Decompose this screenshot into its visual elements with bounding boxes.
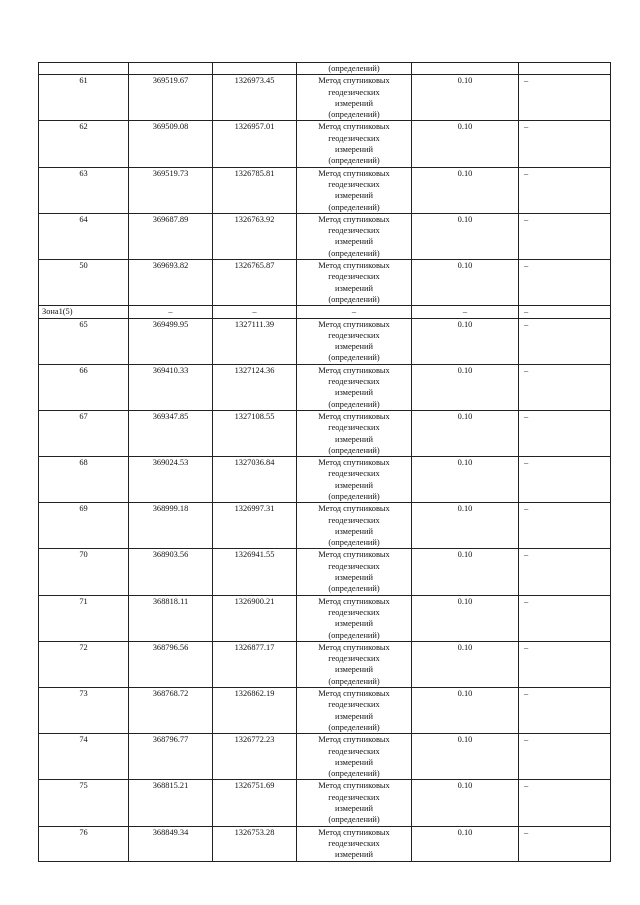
point-number-cell: 75 bbox=[39, 780, 129, 826]
method-line: Метод спутниковых bbox=[318, 550, 390, 560]
method-line: Метод спутниковых bbox=[318, 411, 390, 421]
method-line: Метод спутниковых bbox=[318, 458, 390, 468]
x-coordinate-cell: 369519.73 bbox=[129, 167, 213, 213]
method-line: измерений bbox=[334, 145, 374, 155]
method-line: (определений) bbox=[328, 630, 380, 640]
y-coordinate-cell: 1326997.31 bbox=[213, 503, 297, 549]
point-number-cell: 68 bbox=[39, 457, 129, 503]
x-coordinate-cell: 369687.89 bbox=[129, 213, 213, 259]
accuracy-cell: 0.10 bbox=[412, 121, 519, 167]
x-coordinate-cell: 368815.21 bbox=[129, 780, 213, 826]
point-number-cell: 70 bbox=[39, 549, 129, 595]
point-cell bbox=[39, 63, 129, 75]
y-coordinate-cell: 1326862.19 bbox=[213, 688, 297, 734]
method-line: измерений bbox=[334, 526, 374, 536]
point-number-cell: 50 bbox=[39, 260, 129, 306]
method-line: геодезических bbox=[328, 179, 380, 189]
y-coordinate-cell: 1327036.84 bbox=[213, 457, 297, 503]
table-row bbox=[39, 734, 611, 780]
method-line: геодезических bbox=[328, 133, 380, 143]
note-cell: – bbox=[519, 260, 611, 306]
note-cell: – bbox=[519, 213, 611, 259]
point-number-cell: 72 bbox=[39, 641, 129, 687]
method-line: геодезических bbox=[328, 838, 380, 848]
method-line: Метод спутниковых bbox=[318, 781, 390, 791]
method-line: (определений) bbox=[328, 676, 380, 686]
method-line: измерений bbox=[334, 850, 374, 860]
method-cell bbox=[297, 549, 412, 595]
note-cell: – bbox=[519, 641, 611, 687]
x-coordinate-cell: 369509.08 bbox=[129, 121, 213, 167]
method-line: (определений) bbox=[328, 769, 380, 779]
method-line: Метод спутниковых bbox=[318, 168, 390, 178]
method-line: (определений) bbox=[328, 353, 380, 363]
method-cell bbox=[297, 503, 412, 549]
continuation-row bbox=[39, 63, 611, 75]
table-row bbox=[39, 595, 611, 641]
method-line: измерений bbox=[334, 619, 374, 629]
method-cell bbox=[297, 213, 412, 259]
table-row bbox=[39, 549, 611, 595]
method-line: геодезических bbox=[328, 515, 380, 525]
accuracy-cell: – bbox=[412, 306, 519, 318]
method-line: измерений bbox=[334, 573, 374, 583]
method-cell bbox=[297, 167, 412, 213]
method-line: геодезических bbox=[328, 792, 380, 802]
method-line: (определений) bbox=[328, 584, 380, 594]
method-line: геодезических bbox=[328, 226, 380, 236]
method-cell bbox=[297, 75, 412, 121]
method-line: (определений) bbox=[328, 156, 380, 166]
accuracy-cell: 0.10 bbox=[412, 457, 519, 503]
point-number-cell: 71 bbox=[39, 595, 129, 641]
method-line: измерений bbox=[334, 434, 374, 444]
method-line: (определений) bbox=[328, 491, 380, 501]
method-line: Метод спутниковых bbox=[318, 504, 390, 514]
accuracy-cell: 0.10 bbox=[412, 213, 519, 259]
y-coordinate-cell: 1327108.55 bbox=[213, 410, 297, 456]
accuracy-cell: 0.10 bbox=[412, 167, 519, 213]
y-coordinate-cell: 1326941.55 bbox=[213, 549, 297, 595]
x-coordinate-cell: 369499.95 bbox=[129, 318, 213, 364]
note-cell: – bbox=[519, 121, 611, 167]
method-line: (определений) bbox=[328, 538, 380, 548]
table-row bbox=[39, 167, 611, 213]
method-line: (определений) bbox=[328, 294, 380, 304]
method-cell bbox=[297, 318, 412, 364]
method-line: Метод спутниковых bbox=[318, 596, 390, 606]
accuracy-cell bbox=[412, 63, 519, 75]
method-line: (определений) bbox=[328, 248, 380, 258]
point-number-cell: 74 bbox=[39, 734, 129, 780]
method-line: геодезических bbox=[328, 700, 380, 710]
note-cell: – bbox=[519, 826, 611, 861]
x-coordinate-cell: 368796.56 bbox=[129, 641, 213, 687]
point-number-cell: 76 bbox=[39, 826, 129, 861]
method-line: Метод спутниковых bbox=[318, 642, 390, 652]
method-line: (определений) bbox=[328, 399, 380, 409]
y-coordinate-cell: 1326753.28 bbox=[213, 826, 297, 861]
y-cell bbox=[213, 63, 297, 75]
accuracy-cell: 0.10 bbox=[412, 318, 519, 364]
method-line: (определений) bbox=[328, 722, 380, 732]
method-line: Метод спутниковых bbox=[318, 735, 390, 745]
x-coordinate-cell: 369410.33 bbox=[129, 364, 213, 410]
method-cell bbox=[297, 595, 412, 641]
method-cell bbox=[297, 826, 412, 861]
method-line: геодезических bbox=[328, 746, 380, 756]
point-number-cell: 66 bbox=[39, 364, 129, 410]
y-coordinate-cell: 1326877.17 bbox=[213, 641, 297, 687]
x-coordinate-cell: 369347.85 bbox=[129, 410, 213, 456]
note-cell: – bbox=[519, 167, 611, 213]
note-cell: – bbox=[519, 306, 611, 318]
accuracy-cell: 0.10 bbox=[412, 595, 519, 641]
method-line: измерений bbox=[334, 665, 374, 675]
method-line: измерений bbox=[334, 283, 374, 293]
method-cell bbox=[297, 641, 412, 687]
note-cell: – bbox=[519, 364, 611, 410]
point-number-cell: 69 bbox=[39, 503, 129, 549]
table-row bbox=[39, 318, 611, 364]
x-coordinate-cell: 368768.72 bbox=[129, 688, 213, 734]
method-line: измерений bbox=[334, 804, 374, 813]
method-line: Метод спутниковых bbox=[318, 365, 390, 375]
x-coordinate-cell: 368796.77 bbox=[129, 734, 213, 780]
x-coordinate-cell: 368849.34 bbox=[129, 826, 213, 861]
table-row bbox=[39, 641, 611, 687]
method-line: измерений bbox=[334, 191, 374, 201]
accuracy-cell: 0.10 bbox=[412, 688, 519, 734]
point-number-cell: 61 bbox=[39, 75, 129, 121]
method-line: геодезических bbox=[328, 561, 380, 571]
coordinates-table bbox=[38, 62, 611, 862]
table-row bbox=[39, 364, 611, 410]
y-cell: – bbox=[213, 306, 297, 318]
accuracy-cell: 0.10 bbox=[412, 75, 519, 121]
table-row bbox=[39, 503, 611, 549]
note-cell: – bbox=[519, 780, 611, 826]
method-cell bbox=[297, 260, 412, 306]
method-line: Метод спутниковых bbox=[318, 827, 390, 837]
y-coordinate-cell: 1326973.45 bbox=[213, 75, 297, 121]
method-line: Метод спутниковых bbox=[318, 689, 390, 699]
x-coordinate-cell: 368903.56 bbox=[129, 549, 213, 595]
y-coordinate-cell: 1327124.36 bbox=[213, 364, 297, 410]
zone-row bbox=[39, 306, 611, 318]
table-row bbox=[39, 688, 611, 734]
method-fragment-cell: (определений) bbox=[297, 63, 412, 75]
method-line: измерений bbox=[334, 388, 374, 398]
method-cell bbox=[297, 364, 412, 410]
method-line: измерений bbox=[334, 237, 374, 247]
note-cell: – bbox=[519, 734, 611, 780]
accuracy-cell: 0.10 bbox=[412, 503, 519, 549]
method-line: измерений bbox=[334, 757, 374, 767]
table-row bbox=[39, 121, 611, 167]
table-row bbox=[39, 780, 611, 826]
accuracy-cell: 0.10 bbox=[412, 641, 519, 687]
accuracy-cell: 0.10 bbox=[412, 780, 519, 826]
method-line: геодезических bbox=[328, 330, 380, 340]
accuracy-cell: 0.10 bbox=[412, 826, 519, 861]
y-coordinate-cell: 1326957.01 bbox=[213, 121, 297, 167]
method-cell bbox=[297, 410, 412, 456]
method-line: (определений) bbox=[328, 815, 380, 825]
method-line: Метод спутниковых bbox=[318, 261, 390, 271]
method-line: Метод спутниковых bbox=[318, 122, 390, 132]
method-line: (определений) bbox=[328, 445, 380, 455]
point-number-cell: 64 bbox=[39, 213, 129, 259]
method-line: измерений bbox=[334, 711, 374, 721]
x-coordinate-cell: 369693.82 bbox=[129, 260, 213, 306]
zone-label-cell: Зона1(5) bbox=[39, 306, 129, 318]
x-cell: – bbox=[129, 306, 213, 318]
x-coordinate-cell: 368999.18 bbox=[129, 503, 213, 549]
accuracy-cell: 0.10 bbox=[412, 734, 519, 780]
method-line: Метод спутниковых bbox=[318, 76, 390, 86]
point-number-cell: 73 bbox=[39, 688, 129, 734]
x-coordinate-cell: 368818.11 bbox=[129, 595, 213, 641]
method-line: геодезических bbox=[328, 607, 380, 617]
accuracy-cell: 0.10 bbox=[412, 549, 519, 595]
x-cell bbox=[129, 63, 213, 75]
method-line: измерений bbox=[334, 480, 374, 490]
method-line: (определений) bbox=[328, 202, 380, 212]
method-line: геодезических bbox=[328, 423, 380, 433]
point-number-cell: 67 bbox=[39, 410, 129, 456]
note-cell: – bbox=[519, 549, 611, 595]
table-row bbox=[39, 75, 611, 121]
method-cell bbox=[297, 121, 412, 167]
method-line: геодезических bbox=[328, 377, 380, 387]
method-line: геодезических bbox=[328, 87, 380, 97]
table-row bbox=[39, 213, 611, 259]
accuracy-cell: 0.10 bbox=[412, 364, 519, 410]
point-number-cell: 62 bbox=[39, 121, 129, 167]
point-number-cell: 65 bbox=[39, 318, 129, 364]
note-cell: – bbox=[519, 457, 611, 503]
method-line: Метод спутниковых bbox=[318, 319, 390, 329]
y-coordinate-cell: 1326751.69 bbox=[213, 780, 297, 826]
note-cell: – bbox=[519, 688, 611, 734]
method-cell bbox=[297, 734, 412, 780]
y-coordinate-cell: 1326772.23 bbox=[213, 734, 297, 780]
y-coordinate-cell: 1326763.92 bbox=[213, 213, 297, 259]
x-coordinate-cell: 369519.67 bbox=[129, 75, 213, 121]
note-cell: – bbox=[519, 410, 611, 456]
x-coordinate-cell: 369024.53 bbox=[129, 457, 213, 503]
note-cell: – bbox=[519, 503, 611, 549]
table-row bbox=[39, 410, 611, 456]
table-row bbox=[39, 260, 611, 306]
note-cell bbox=[519, 63, 611, 75]
y-coordinate-cell: 1327111.39 bbox=[213, 318, 297, 364]
accuracy-cell: 0.10 bbox=[412, 260, 519, 306]
method-line: геодезических bbox=[328, 654, 380, 664]
note-cell: – bbox=[519, 75, 611, 121]
method-cell bbox=[297, 688, 412, 734]
table-row bbox=[39, 457, 611, 503]
method-line: Метод спутниковых bbox=[318, 214, 390, 224]
method-line: измерений bbox=[334, 342, 374, 352]
method-line: геодезических bbox=[328, 469, 380, 479]
table-row bbox=[39, 826, 611, 861]
point-number-cell: 63 bbox=[39, 167, 129, 213]
y-coordinate-cell: 1326900.21 bbox=[213, 595, 297, 641]
method-cell bbox=[297, 780, 412, 826]
method-cell: – bbox=[297, 306, 412, 318]
note-cell: – bbox=[519, 318, 611, 364]
accuracy-cell: 0.10 bbox=[412, 410, 519, 456]
y-coordinate-cell: 1326785.81 bbox=[213, 167, 297, 213]
y-coordinate-cell: 1326765.87 bbox=[213, 260, 297, 306]
method-line: (определений) bbox=[328, 110, 380, 120]
method-line: измерений bbox=[334, 98, 374, 108]
note-cell: – bbox=[519, 595, 611, 641]
method-cell bbox=[297, 457, 412, 503]
method-line: геодезических bbox=[328, 272, 380, 282]
